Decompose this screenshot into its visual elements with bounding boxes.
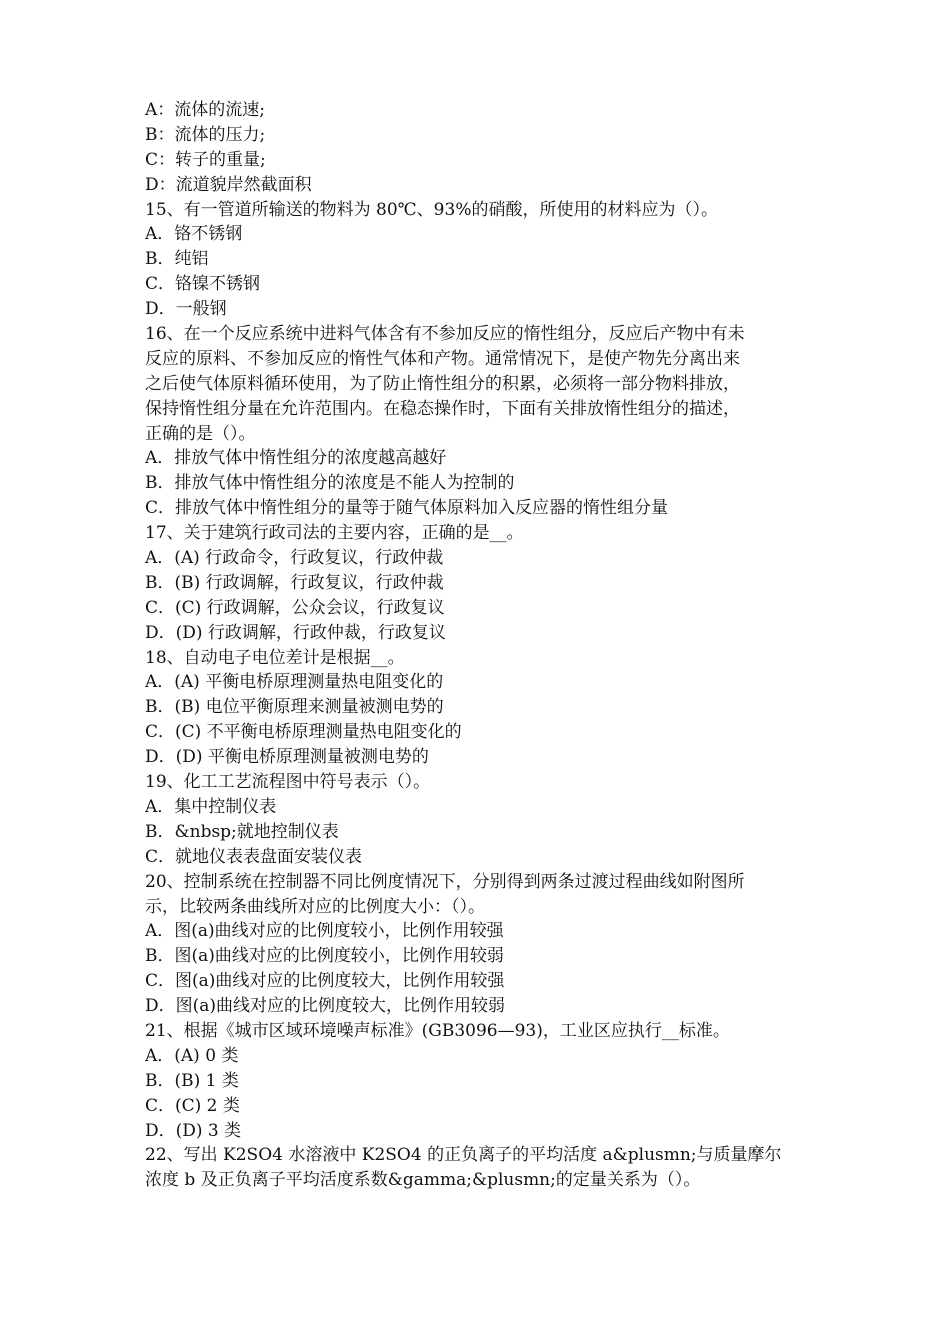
option-line: D．(D) 平衡电桥原理测量被测电势的 — [145, 747, 429, 768]
option-line: C．铬镍不锈钢 — [145, 274, 261, 295]
option-line: A．图(a)曲线对应的比例度较小，比例作用较强 — [145, 921, 504, 942]
question-16-continued: 之后使气体原料循环使用，为了防止惰性组分的积累，必须将一部分物料排放， — [145, 373, 740, 394]
question-16-continued: 保持惰性组分量在允许范围内。在稳态操作时，下面有关排放惰性组分的描述， — [145, 398, 740, 419]
question-16: 16、在一个反应系统中进料气体含有不参加反应的惰性组分，反应后产物中有未 — [145, 324, 745, 345]
option-line: C．(C) 行政调解，公众会议，行政复议 — [145, 597, 445, 618]
option-line: B．&nbsp;就地控制仪表 — [145, 821, 339, 842]
option-line: B．(B) 行政调解，行政复议，行政仲裁 — [145, 572, 444, 593]
option-line: D．(D) 行政调解，行政仲裁，行政复议 — [145, 622, 446, 643]
option-line: B．纯铝 — [145, 249, 209, 270]
question-16-continued: 正确的是（）。 — [145, 423, 256, 444]
option-line: D．图(a)曲线对应的比例度较大，比例作用较弱 — [145, 996, 506, 1017]
option-line: B：流体的压力; — [145, 124, 266, 145]
option-line: C．排放气体中惰性组分的量等于随气体原料加入反应器的惰性组分量 — [145, 498, 669, 519]
option-line: C．图(a)曲线对应的比例度较大，比例作用较强 — [145, 971, 505, 992]
option-line: D．一般钢 — [145, 299, 227, 320]
question-16-continued: 反应的原料、不参加反应的惰性气体和产物。通常情况下，是使产物先分离出来 — [145, 348, 740, 369]
option-line: A．铬不锈钢 — [145, 224, 243, 245]
option-line: A．排放气体中惰性组分的浓度越高越好 — [145, 448, 447, 469]
option-line: D．(D) 3 类 — [145, 1120, 242, 1141]
option-line: C：转子的重量; — [145, 149, 266, 170]
question-22: 22、写出 K2SO4 水溶液中 K2SO4 的正负离子的平均活度 a&plusmn;与质量摩尔 — [145, 1145, 782, 1166]
option-line: C．(C) 2 类 — [145, 1095, 240, 1116]
option-line: A：流体的流速; — [145, 100, 266, 120]
option-line: C．(C) 不平衡电桥原理测量热电阻变化的 — [145, 722, 462, 743]
question-18: 18、自动电子电位差计是根据__。 — [145, 647, 405, 668]
option-line: B．(B) 1 类 — [145, 1070, 239, 1091]
question-15: 15、有一管道所输送的物料为 80℃、93%的硝酸，所使用的材料应为（）。 — [145, 199, 718, 220]
question-20-continued: 示，比较两条曲线所对应的比例度大小：（）。 — [145, 896, 485, 917]
question-19: 19、化工工艺流程图中符号表示（）。 — [145, 772, 431, 793]
question-21: 21、根据《城市区域环境噪声标准》(GB3096—93)，工业区应执行__标准。 — [145, 1020, 730, 1041]
option-line: A．(A) 0 类 — [145, 1045, 239, 1066]
option-line: B．(B) 电位平衡原理来测量被测电势的 — [145, 697, 444, 718]
question-20: 20、控制系统在控制器不同比例度情况下，分别得到两条过渡过程曲线如附图所 — [145, 871, 745, 892]
option-line: C．就地仪表表盘面安装仪表 — [145, 846, 363, 867]
option-line: D：流道貌岸然截面积 — [145, 174, 312, 195]
option-line: A．(A) 行政命令，行政复议，行政仲裁 — [145, 548, 444, 569]
option-line: B．图(a)曲线对应的比例度较小，比例作用较弱 — [145, 946, 504, 967]
option-line: A．(A) 平衡电桥原理测量热电阻变化的 — [145, 672, 444, 693]
question-17: 17、关于建筑行政司法的主要内容，正确的是__。 — [145, 523, 524, 544]
document-body — [145, 98, 810, 1193]
question-22-continued: 浓度 b 及正负离子平均活度系数&gamma;&plusmn;的定量关系为（）。 — [145, 1170, 701, 1191]
option-line: B．排放气体中惰性组分的浓度是不能人为控制的 — [145, 473, 515, 494]
option-line: A．集中控制仪表 — [145, 796, 277, 817]
